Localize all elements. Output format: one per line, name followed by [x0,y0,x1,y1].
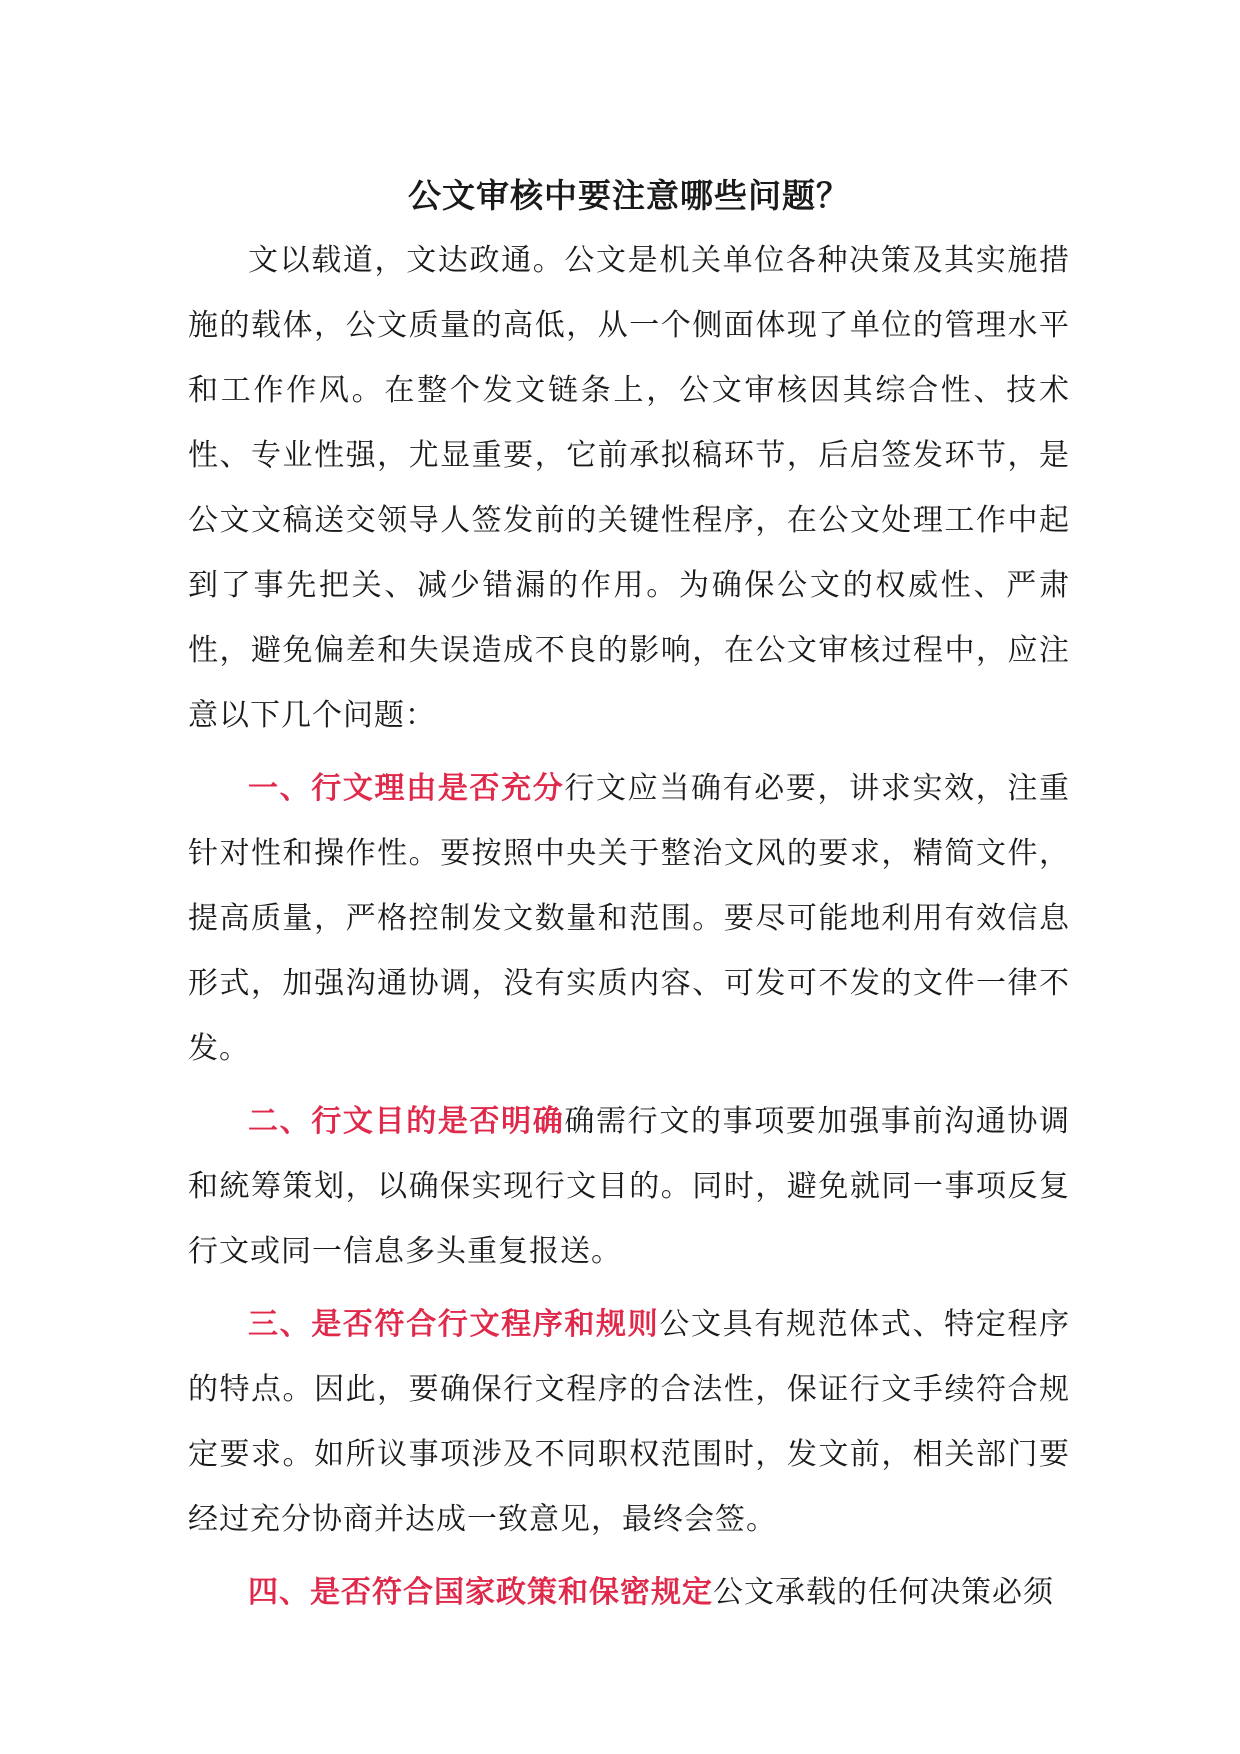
intro-paragraph: 文以载道，文达政通。公文是机关单位各种决策及其实施措施的载体，公文质量的高低，从一个侧面体现了单位的管理水平和工作作风。在整个发文链条上，公文审核因其综合性、技术性、专业性强，尤显重要，它前承拟稿环节，后启签发环节，是公文文稿送交领导人签发前的关键性程序，在公文处理工作中起到了事先把关、减少错漏的作用。为确保公文的权威性、严肃性，避免偏差和失误造成不良的影响，在公文审核过程中，应注意以下几个问题： [188,243,1070,733]
section-3-body: 公文具有规范体式、特定程序的特点。因此，要确保行文程序的合法性，保证行文手续符合规定要求。如所议事项涉及不同职权范围时，发文前，相关部门要经过充分协商并达成一致意见，最终会签。 [188,1307,1071,1537]
section-2-heading: 二、行文目的是否明确 [248,1104,565,1139]
section-4-paragraph [188,1560,1070,1625]
section-2-paragraph [188,1089,1070,1284]
section-3-paragraph [188,1292,1070,1552]
document-page [188,172,1070,1633]
document-title: 公文审核中要注意哪些问题？ [408,176,850,215]
section-4-body: 公文承载的任何决策必须 [713,1575,1054,1610]
section-1-heading: 一、行文理由是否充分 [248,771,565,806]
section-2-body: 确需行文的事项要加强事前沟通协调和統筹策划，以确保实现行文目的。同时，避免就同一事项反复行文或同一信息多头重复报送。 [188,1104,1071,1269]
section-1-paragraph [188,756,1070,1081]
section-4-heading: 四、是否符合国家政策和保密规定 [248,1575,713,1610]
section-1-body: 行文应当确有必要，讲求实效，注重针对性和操作性。要按照中央关于整治文风的要求，精简文件，提高质量，严格控制发文数量和范围。要尽可能地利用有效信息形式，加强沟通协调，没有实质内容、可发可不发的文件一律不发。 [188,771,1071,1066]
section-3-heading: 三、是否符合行文程序和规则 [248,1307,660,1342]
